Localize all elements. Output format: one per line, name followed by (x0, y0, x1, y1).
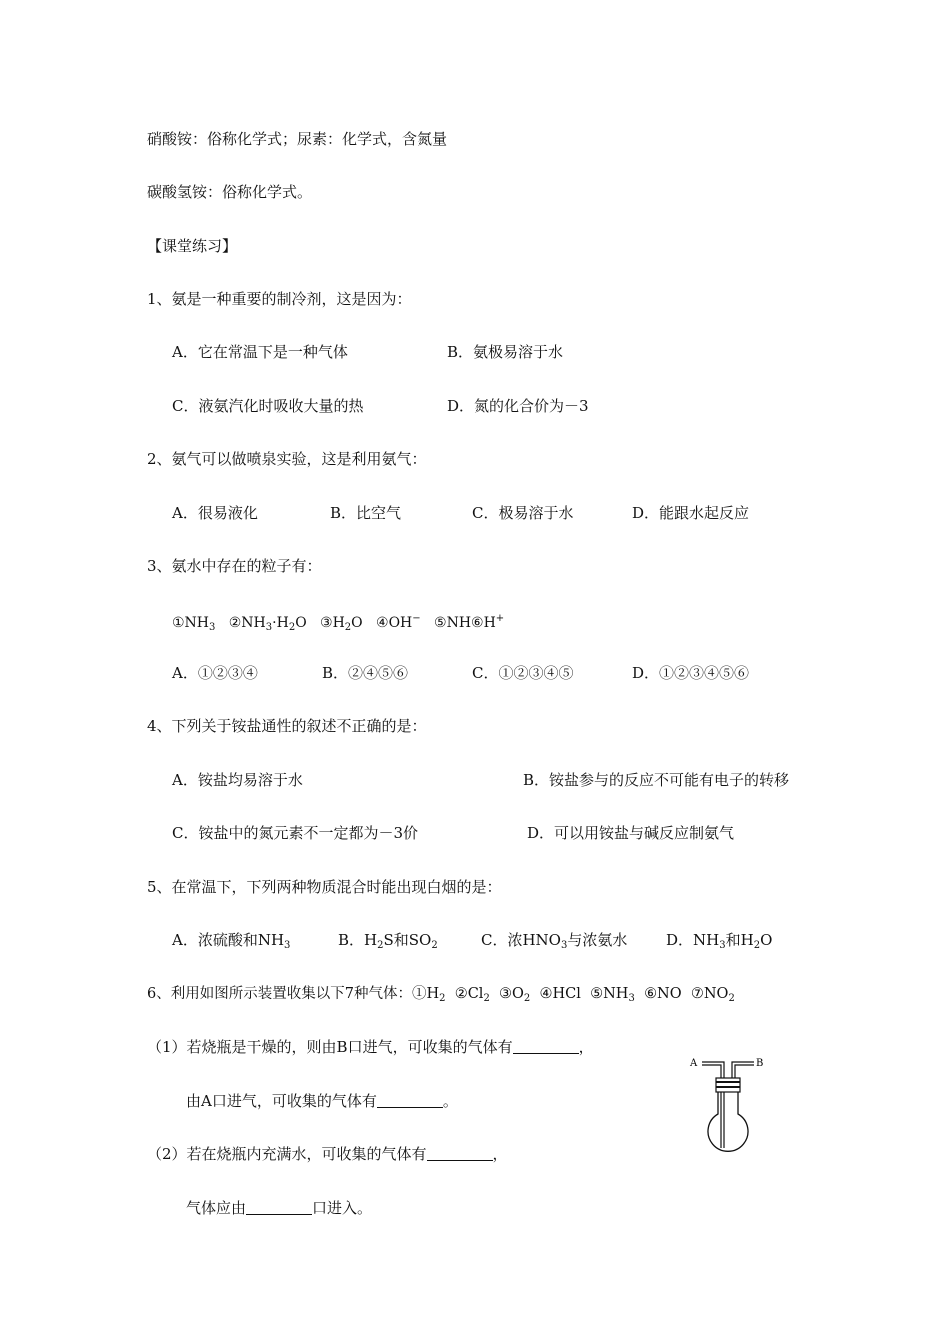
q1-option-b: B．氨极易溶于水 (447, 343, 564, 361)
gas-collection-flask-diagram (688, 1052, 772, 1152)
q3-option-b: B．②④⑤⑥ (322, 664, 409, 682)
q1-option-d: D．氮的化合价为－3 (447, 397, 589, 415)
q2-option-a: A．很易液化 (172, 504, 258, 522)
q6-part-1b: 由A口进气，可收集的气体有 。 (186, 1092, 458, 1110)
q3-option-c: C．①②③④⑤ (472, 664, 574, 682)
q6-part-2a: （2）若在烧瓶内充满水，可收集的气体有 ， (147, 1145, 508, 1163)
flask (708, 1092, 748, 1151)
q6-part-2b: 气体应由 口进入。 (186, 1199, 373, 1217)
q5-option-b: B．$H_2S$和$SO_2$ (338, 931, 438, 951)
q6-part-1a: （1）若烧瓶是干燥的，则由B口进气，可收集的气体有 ， (147, 1038, 594, 1056)
particle-1: $①NH_3$ (172, 615, 216, 633)
q1-stem: 1、氨是一种重要的制冷剂，这是因为： (147, 290, 412, 308)
particle-2: $②NH_3\cdot H_2O$ (228, 615, 307, 633)
section-title: 【课堂练习】 (147, 237, 238, 255)
q2-option-c: C．极易溶于水 (472, 504, 574, 522)
q3-option-d: D．①②③④⑤⑥ (632, 664, 750, 682)
q1-option-c: C．液氨汽化时吸收大量的热 (172, 397, 364, 415)
q3-option-a: A．①②③④ (172, 664, 258, 682)
q6-stem: 6、利用如图所示装置收集以下7种气体：$①H_2$ $②Cl_2$ $③O_2$ ④HCl $⑤NH_3$ ⑥NO $⑦NO_2$ (147, 986, 735, 1004)
q1-option-a: A．它在常温下是一种气体 (172, 343, 348, 361)
q2-option-b: B．比空气 (330, 504, 402, 522)
gas-2: $②Cl_2$ (454, 986, 490, 1004)
q5-option-a: A．浓硫酸和$NH_3$ (172, 931, 291, 951)
answer-blank[interactable] (513, 1039, 579, 1054)
label-a: A (690, 1058, 698, 1069)
gas-1: $①H_2$ (411, 986, 446, 1004)
q4-stem: 4、下列关于铵盐通性的叙述不正确的是： (147, 717, 427, 735)
answer-blank[interactable] (246, 1200, 312, 1215)
q2-stem: 2、氨气可以做喷泉实验，这是利用氨气： (147, 450, 427, 468)
q5-option-c: C．浓$HNO_3$与浓氨水 (481, 931, 628, 951)
label-b: B (756, 1058, 764, 1069)
q3-particles (172, 609, 504, 638)
gas-3: $③O_2$ (499, 986, 531, 1004)
q4-option-c: C．铵盐中的氮元素不一定都为－3价 (172, 824, 419, 842)
stopper (716, 1078, 740, 1092)
particle-4: ④OH− (376, 613, 421, 631)
q3-stem: 3、氨水中存在的粒子有： (147, 557, 322, 575)
q5-option-d: D．$NH_3$和$H_2O$ (666, 931, 773, 951)
intro-line-1: 硝酸铵：俗称化学式；尿素：化学式，含氮量 (147, 130, 448, 148)
q5-stem: 5、在常温下，下列两种物质混合时能出现白烟的是： (147, 878, 502, 896)
q4-option-b: B．铵盐参与的反应不可能有电子的转移 (523, 771, 790, 789)
gas-7: $⑦NO_2$ (690, 986, 735, 1004)
q4-option-d: D．可以用铵盐与碱反应制氨气 (527, 824, 735, 842)
q4-option-a: A．铵盐均易溶于水 (172, 771, 303, 789)
gas-5: $⑤NH_3$ (590, 986, 635, 1004)
intro-line-2: 碳酸氢铵：俗称化学式。 (147, 183, 313, 201)
gas-4: ④HCl (539, 986, 581, 1002)
gas-6: ⑥NO (644, 986, 682, 1002)
answer-blank[interactable] (377, 1093, 443, 1108)
particle-5-6: ⑤NH⑥H+ (434, 613, 505, 631)
answer-blank[interactable] (427, 1146, 493, 1161)
particle-3: $③H_2O$ (320, 615, 363, 633)
q2-option-d: D．能跟水起反应 (632, 504, 750, 522)
